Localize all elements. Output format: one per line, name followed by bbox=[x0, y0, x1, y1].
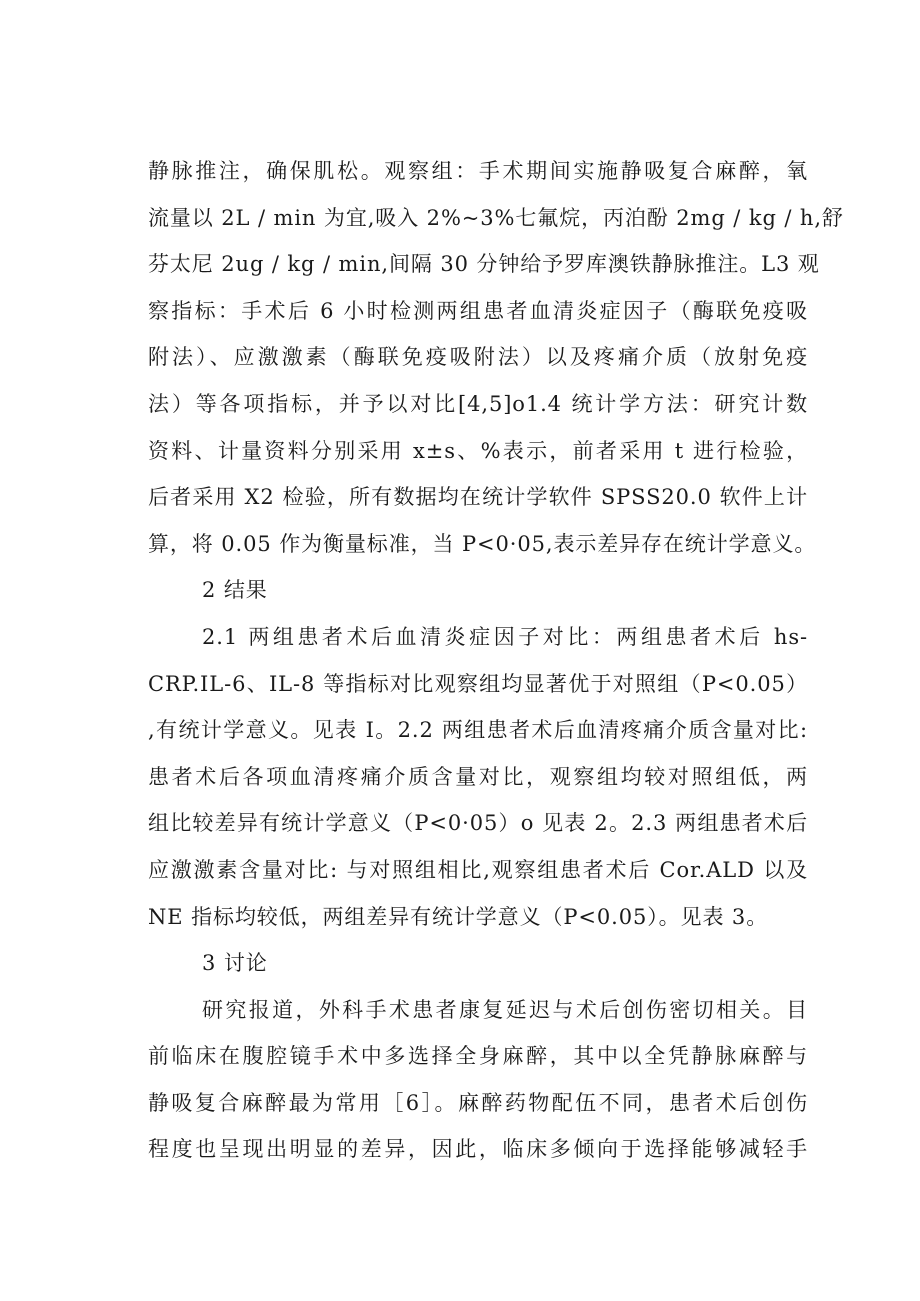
text-line: 研究报道，外科手术患者康复延迟与术后创伤密切相关。目 bbox=[202, 997, 808, 1022]
document-body bbox=[148, 148, 844, 1173]
text-line: 静吸复合麻醉最为常用［6］。麻醉药物配伍不同，患者术后创伤 bbox=[148, 1090, 808, 1115]
section-heading-results: 2 结果 bbox=[202, 578, 268, 603]
text-line: CRP.IL-6、IL-8 等指标对比观察组均显著优于对照组（P<0.05） bbox=[148, 671, 808, 696]
text-line: 法）等各项指标，并予以对比[4,5]o1.4 统计学方法：研究计数 bbox=[148, 391, 808, 416]
text-line: 流量以 2L / min 为宜,吸入 2%~3%七氟烷，丙泊酚 2mg / kg / h,舒 bbox=[148, 205, 844, 230]
text-line: 静脉推注，确保肌松。观察组：手术期间实施静吸复合麻醉，氧 bbox=[148, 159, 808, 183]
text-line: 后者采用 X2 检验，所有数据均在统计学软件 SPSS20.0 软件上计 bbox=[148, 485, 808, 510]
text-line: 应激激素含量对比: 与对照组相比,观察组患者术后 Cor.ALD 以及 bbox=[148, 857, 808, 882]
text-line: 附法）、应激激素（酶联免疫吸附法）以及疼痛介质（放射免疫 bbox=[148, 345, 808, 370]
text-line: 患者术后各项血清疼痛介质含量对比，观察组均较对照组低，两 bbox=[148, 764, 808, 789]
text-line: 前临床在腹腔镜手术中多选择全身麻醉，其中以全凭静脉麻醉与 bbox=[148, 1044, 808, 1069]
text-line: ,有统计学意义。见表 I。2.2 两组患者术后血清疼痛介质含量对比: bbox=[148, 718, 808, 743]
text-line: NE 指标均较低，两组差异有统计学意义（P<0.05）。见表 3。 bbox=[148, 904, 769, 929]
text-line: 程度也呈现出明显的差异，因此，临床多倾向于选择能够减轻手 bbox=[148, 1137, 808, 1162]
text-line: 2.1 两组患者术后血清炎症因子对比：两组患者术后 hs- bbox=[202, 624, 808, 649]
text-line: 组比较差异有统计学意义（P<0·05）o 见表 2。2.3 两组患者术后 bbox=[148, 811, 808, 836]
text-line: 芬太尼 2ug / kg / min,间隔 30 分钟给予罗库澳铁静脉推注。L3 观 bbox=[148, 252, 820, 277]
text-line: 资料、计量资料分别采用 x±s、%表示，前者采用 t 进行检验， bbox=[148, 438, 808, 463]
section-heading-discussion: 3 讨论 bbox=[202, 951, 268, 976]
text-line: 察指标：手术后 6 小时检测两组患者血清炎症因子（酶联免疫吸 bbox=[148, 298, 808, 323]
text-line: 算，将 0.05 作为衡量标准，当 P<0·05,表示差异存在统计学意义。 bbox=[148, 531, 817, 556]
